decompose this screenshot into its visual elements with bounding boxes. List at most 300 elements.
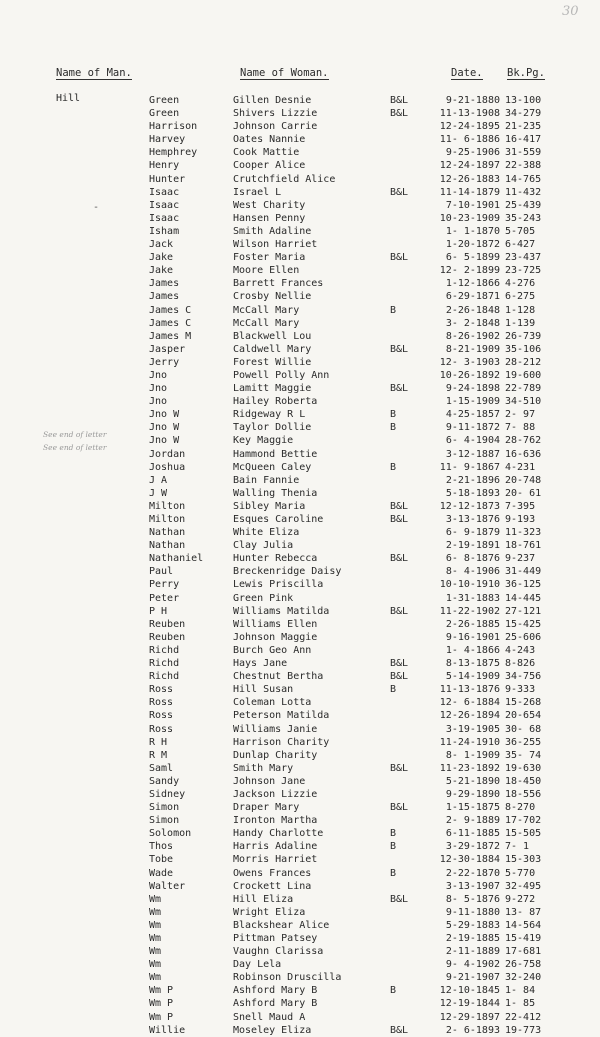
table-row [0, 290, 600, 303]
record-date: 12- 6-1884 [439, 697, 500, 709]
record-book-page: 35-106 [505, 343, 542, 355]
record-date: 2- 6-1893 [445, 1024, 500, 1036]
record-man-first-name: Wm P [149, 998, 174, 1010]
record-man-first-name: Jordan [149, 448, 186, 460]
record-book-page: 9-193 [505, 514, 536, 525]
record-date: 12-24-1897 [439, 160, 500, 172]
table-row [0, 539, 600, 552]
table-row [0, 906, 600, 919]
record-book-page: 8-826 [505, 658, 536, 670]
record-book-page: 4-243 [505, 644, 536, 656]
record-woman-name: Bain Fannie [233, 474, 300, 486]
record-woman-name: Chestnut Bertha [233, 671, 324, 683]
table-row [0, 683, 600, 696]
table-row [0, 330, 600, 343]
record-book-page: 15-303 [505, 854, 542, 866]
record-man-first-name: Green [149, 95, 180, 106]
record-woman-name: Williams Janie [233, 723, 318, 735]
record-woman-name: Day Lela [233, 959, 282, 971]
record-date: 3-19-1905 [445, 723, 500, 735]
record-bond-type: B&L [390, 186, 409, 198]
record-date: 6- 5-1899 [445, 252, 500, 264]
record-man-first-name: Nathaniel [149, 553, 204, 565]
record-woman-name: Owens Frances [233, 867, 312, 879]
header-date: Date. [451, 67, 483, 79]
record-man-first-name: Paul [149, 566, 174, 578]
record-book-page: 19-773 [505, 1024, 542, 1036]
table-row [0, 408, 600, 421]
surname: Hill [56, 93, 81, 104]
record-woman-name: Blackshear Alice [233, 919, 330, 931]
record-book-page: 14-564 [505, 919, 542, 931]
table-row [0, 801, 600, 814]
record-man-first-name: Wm [149, 919, 162, 931]
table-row [0, 932, 600, 945]
record-book-page: 17-681 [505, 946, 542, 958]
record-man-first-name: Wm [149, 972, 162, 984]
record-man-first-name: Walter [149, 880, 186, 892]
record-bond-type: B [390, 409, 397, 421]
record-woman-name: Morris Harriet [233, 854, 318, 866]
record-book-page: 5-705 [505, 225, 536, 237]
record-woman-name: Moseley Eliza [233, 1024, 312, 1036]
record-date: 12-19-1844 [439, 998, 500, 1010]
record-date: 2-19-1891 [445, 540, 500, 552]
record-man-first-name: R H [149, 736, 168, 748]
record-woman-name: Breckenridge Daisy [233, 566, 342, 578]
record-woman-name: Barrett Frances [233, 278, 324, 290]
record-book-page: 6-275 [505, 291, 536, 303]
record-man-first-name: Jasper [149, 343, 186, 355]
table-row [0, 578, 600, 591]
record-man-first-name: Tobe [149, 854, 174, 866]
record-date: 11-23-1892 [439, 762, 500, 774]
record-woman-name: Oates Nannie [233, 134, 306, 146]
record-book-page: 5-770 [505, 867, 536, 879]
record-man-first-name: James C [149, 317, 192, 329]
record-book-page: 18-556 [505, 788, 542, 800]
record-date: 12-29-1897 [439, 1011, 500, 1023]
record-book-page: 9-237 [505, 553, 536, 565]
record-book-page: 20-748 [505, 474, 542, 486]
record-woman-name: Foster Maria [233, 252, 306, 264]
record-date: 1-31-1883 [445, 592, 500, 604]
record-book-page: 15-505 [505, 828, 542, 840]
record-man-first-name: Reuben [149, 631, 186, 643]
table-row [0, 251, 600, 264]
record-man-first-name: James C [149, 304, 192, 316]
table-row [0, 513, 600, 526]
record-bond-type: B&L [390, 514, 409, 525]
record-bond-type: B [390, 841, 397, 853]
margin-dash: - [93, 202, 100, 213]
record-woman-name: Caldwell Mary [233, 343, 312, 355]
record-woman-name: Crutchfield Alice [233, 173, 336, 185]
record-man-first-name: Thos [149, 841, 174, 853]
record-man-first-name: P H [149, 605, 168, 617]
table-row [0, 382, 600, 395]
record-book-page: 23-725 [505, 265, 542, 277]
record-man-first-name: Jno [149, 396, 168, 408]
record-date: 2-26-1848 [445, 304, 500, 316]
record-woman-name: Cook Mattie [233, 147, 300, 159]
record-bond-type: B [390, 828, 397, 840]
record-book-page: 13-100 [505, 95, 542, 106]
record-man-first-name: J A [149, 474, 168, 486]
record-woman-name: Draper Mary [233, 802, 300, 814]
record-bond-type: B&L [390, 1024, 409, 1036]
record-man-first-name: Ross [149, 723, 174, 735]
record-man-first-name: Jno [149, 383, 168, 395]
record-date: 1-12-1866 [445, 278, 500, 290]
record-woman-name: Hill Susan [233, 684, 294, 696]
record-woman-name: Esques Caroline [233, 514, 324, 525]
record-man-first-name: Richd [149, 644, 180, 656]
record-book-page: 1- 85 [505, 998, 536, 1010]
header-name-of-woman: Name of Woman. [240, 67, 329, 79]
table-row [0, 565, 600, 578]
margin-note: See end of letter [43, 443, 107, 452]
record-woman-name: Wilson Harriet [233, 239, 318, 251]
record-woman-name: Powell Polly Ann [233, 369, 330, 381]
record-woman-name: Key Maggie [233, 435, 294, 447]
table-row [0, 133, 600, 146]
record-book-page: 16-636 [505, 448, 542, 460]
table-row [0, 356, 600, 369]
table-row [0, 631, 600, 644]
record-man-first-name: Jno W [149, 435, 180, 447]
record-woman-name: Forest Willie [233, 356, 312, 368]
record-bond-type: B [390, 867, 397, 879]
record-book-page: 36-255 [505, 736, 542, 748]
record-man-first-name: J W [149, 487, 168, 499]
table-row [0, 657, 600, 670]
record-book-page: 16-417 [505, 134, 542, 146]
record-man-first-name: Isaac [149, 186, 180, 198]
table-row [0, 853, 600, 866]
record-man-first-name: Hunter [149, 173, 186, 185]
table-row [0, 173, 600, 186]
record-woman-name: Green Pink [233, 592, 294, 604]
record-date: 12-12-1873 [439, 500, 500, 512]
record-bond-type: B&L [390, 802, 409, 814]
record-woman-name: Hill Eliza [233, 893, 294, 905]
record-woman-name: Coleman Lotta [233, 697, 312, 709]
record-woman-name: Crosby Nellie [233, 291, 312, 303]
record-book-page: 6-427 [505, 239, 536, 251]
record-book-page: 7- 88 [505, 422, 536, 434]
record-man-first-name: James [149, 278, 180, 290]
record-woman-name: Johnson Jane [233, 775, 306, 787]
record-man-first-name: Perry [149, 579, 180, 591]
table-row [0, 880, 600, 893]
record-man-first-name: Harvey [149, 134, 186, 146]
table-row [0, 186, 600, 199]
table-row [0, 945, 600, 958]
record-man-first-name: Henry [149, 160, 180, 172]
table-row [0, 461, 600, 474]
table-row [0, 264, 600, 277]
table-row [0, 984, 600, 997]
record-date: 12-26-1894 [439, 710, 500, 722]
record-bond-type: B&L [390, 252, 409, 264]
record-book-page: 34-279 [505, 108, 542, 120]
record-man-first-name: Jno W [149, 422, 180, 434]
record-man-first-name: R M [149, 749, 168, 761]
record-date: 2-26-1885 [445, 618, 500, 630]
record-man-first-name: Jack [149, 239, 174, 251]
record-book-page: 25-439 [505, 199, 542, 211]
record-date: 3-13-1876 [445, 514, 500, 525]
table-row [0, 867, 600, 880]
record-date: 9-21-1880 [445, 95, 500, 106]
record-man-first-name: Peter [149, 592, 180, 604]
record-woman-name: Blackwell Lou [233, 330, 312, 342]
table-row [0, 762, 600, 775]
table-row [0, 526, 600, 539]
record-man-first-name: Isaac [149, 199, 180, 211]
record-man-first-name: Wm [149, 959, 162, 971]
record-date: 12- 2-1899 [439, 265, 500, 277]
record-man-first-name: Saml [149, 762, 174, 774]
table-row [0, 107, 600, 120]
table-row [0, 605, 600, 618]
record-book-page: 9-272 [505, 893, 536, 905]
table-row [0, 317, 600, 330]
record-book-page: 28-762 [505, 435, 542, 447]
record-date: 9-24-1898 [445, 383, 500, 395]
record-bond-type: B&L [390, 343, 409, 355]
record-woman-name: Hammond Bettie [233, 448, 318, 460]
record-date: 9-11-1880 [445, 906, 500, 918]
record-man-first-name: Richd [149, 658, 180, 670]
record-man-first-name: Wm [149, 893, 162, 905]
record-book-page: 18-450 [505, 775, 542, 787]
record-book-page: 18-761 [505, 540, 542, 552]
record-date: 9-29-1890 [445, 788, 500, 800]
record-woman-name: Gillen Desnie [233, 95, 312, 106]
record-woman-name: Ashford Mary B [233, 985, 318, 997]
record-date: 12-24-1895 [439, 121, 500, 133]
record-woman-name: Ashford Mary B [233, 998, 318, 1010]
table-row [0, 225, 600, 238]
record-book-page: 23-437 [505, 252, 542, 264]
table-row [0, 827, 600, 840]
table-row [0, 670, 600, 683]
record-book-page: 34-510 [505, 396, 542, 408]
table-row [0, 212, 600, 225]
record-book-page: 1-128 [505, 304, 536, 316]
table-row [0, 840, 600, 853]
record-date: 1- 4-1866 [445, 644, 500, 656]
page-number: 30 [562, 4, 579, 19]
record-woman-name: Handy Charlotte [233, 828, 324, 840]
record-book-page: 34-756 [505, 671, 542, 683]
record-book-page: 7- 1 [505, 841, 530, 853]
record-date: 1-15-1875 [445, 802, 500, 814]
table-row [0, 552, 600, 565]
record-bond-type: B&L [390, 500, 409, 512]
record-date: 6- 4-1904 [445, 435, 500, 447]
record-woman-name: Cooper Alice [233, 160, 306, 172]
record-man-first-name: Wm [149, 933, 162, 944]
record-book-page: 22-789 [505, 383, 542, 395]
record-book-page: 35- 74 [505, 749, 542, 761]
record-woman-name: McCall Mary [233, 304, 300, 316]
record-book-page: 1-139 [505, 317, 536, 329]
record-bond-type: B [390, 304, 397, 316]
table-row [0, 709, 600, 722]
record-book-page: 4-276 [505, 278, 536, 290]
record-bond-type: B [390, 985, 397, 997]
table-row [0, 474, 600, 487]
record-date: 2-11-1889 [445, 946, 500, 958]
record-date: 3- 2-1848 [445, 317, 500, 329]
margin-note: See end of letter [43, 430, 107, 439]
record-date: 8-26-1902 [445, 330, 500, 342]
record-man-first-name: Sandy [149, 775, 180, 787]
record-book-page: 31-449 [505, 566, 542, 578]
record-date: 1-20-1872 [445, 239, 500, 251]
record-man-first-name: Jake [149, 252, 174, 264]
record-woman-name: Johnson Maggie [233, 631, 318, 643]
record-book-page: 2- 97 [505, 409, 536, 421]
record-man-first-name: Jerry [149, 356, 180, 368]
record-bond-type: B [390, 422, 397, 434]
record-bond-type: B&L [390, 893, 409, 905]
record-man-first-name: Wade [149, 867, 174, 879]
record-date: 11-13-1876 [439, 684, 500, 696]
record-book-page: 20-654 [505, 710, 542, 722]
record-bond-type: B [390, 684, 397, 696]
record-woman-name: Walling Thenia [233, 487, 318, 499]
record-woman-name: Crockett Lina [233, 880, 312, 892]
record-bond-type: B&L [390, 95, 409, 106]
table-row [0, 238, 600, 251]
record-date: 10-26-1892 [439, 369, 500, 381]
record-bond-type: B&L [390, 108, 409, 120]
record-book-page: 9-333 [505, 684, 536, 696]
record-date: 11-24-1910 [439, 736, 500, 748]
record-bond-type: B&L [390, 658, 409, 670]
record-date: 9-11-1872 [445, 422, 500, 434]
record-date: 6- 9-1879 [445, 527, 500, 539]
table-row [0, 343, 600, 356]
record-woman-name: Clay Julia [233, 540, 294, 552]
record-woman-name: Shivers Lizzie [233, 108, 318, 120]
record-date: 10-23-1909 [439, 212, 500, 224]
record-book-page: 15-419 [505, 933, 542, 944]
record-woman-name: Jackson Lizzie [233, 788, 318, 800]
record-man-first-name: Hemphrey [149, 147, 198, 159]
record-date: 11- 9-1867 [439, 461, 500, 473]
record-bond-type: B&L [390, 671, 409, 683]
table-row [0, 277, 600, 290]
record-date: 4-25-1857 [445, 409, 500, 421]
table-row [0, 749, 600, 762]
table-row [0, 500, 600, 513]
record-book-page: 15-268 [505, 697, 542, 709]
record-book-page: 14-765 [505, 173, 542, 185]
table-row [0, 775, 600, 788]
record-book-page: 27-121 [505, 605, 542, 617]
record-date: 3-29-1872 [445, 841, 500, 853]
record-man-first-name: Ross [149, 710, 174, 722]
record-date: 3-13-1907 [445, 880, 500, 892]
record-woman-name: Peterson Matilda [233, 710, 330, 722]
record-man-first-name: Solomon [149, 828, 192, 840]
record-woman-name: Taylor Dollie [233, 422, 312, 434]
record-date: 2-22-1870 [445, 867, 500, 879]
record-man-first-name: Reuben [149, 618, 186, 630]
record-woman-name: Moore Ellen [233, 265, 300, 277]
record-man-first-name: Green [149, 108, 180, 120]
record-date: 8- 5-1876 [445, 893, 500, 905]
table-row [0, 146, 600, 159]
record-man-first-name: Willie [149, 1024, 186, 1036]
table-row [0, 919, 600, 932]
record-woman-name: Snell Maud A [233, 1011, 306, 1023]
table-row [0, 159, 600, 172]
table-row [0, 997, 600, 1010]
table-row [0, 736, 600, 749]
record-woman-name: Hunter Rebecca [233, 553, 318, 565]
record-date: 8-13-1875 [445, 658, 500, 670]
record-woman-name: Ridgeway R L [233, 409, 306, 421]
header-book-page: Bk.Pg. [507, 67, 545, 79]
table-row [0, 1011, 600, 1024]
record-date: 9-25-1906 [445, 147, 500, 159]
record-man-first-name: Simon [149, 815, 180, 827]
record-man-first-name: Ross [149, 684, 174, 696]
record-man-first-name: Nathan [149, 540, 186, 552]
record-date: 10-10-1910 [439, 579, 500, 591]
record-woman-name: Harris Adaline [233, 841, 318, 853]
record-man-first-name: Harrison [149, 121, 198, 133]
record-man-first-name: Sidney [149, 788, 186, 800]
table-row [0, 369, 600, 382]
record-book-page: 1- 84 [505, 985, 536, 997]
table-row [0, 434, 600, 447]
table-row [0, 644, 600, 657]
column-headers [0, 67, 600, 85]
record-book-page: 22-412 [505, 1011, 542, 1023]
record-woman-name: Hays Jane [233, 658, 288, 670]
record-date: 6- 8-1876 [445, 553, 500, 565]
record-woman-name: White Eliza [233, 527, 300, 539]
record-woman-name: Johnson Carrie [233, 121, 318, 133]
record-date: 11- 6-1886 [439, 134, 500, 146]
table-row [0, 696, 600, 709]
record-woman-name: Dunlap Charity [233, 749, 318, 761]
record-woman-name: Ironton Martha [233, 815, 318, 827]
record-book-page: 8-270 [505, 802, 536, 814]
table-row [0, 618, 600, 631]
record-man-first-name: Wm [149, 906, 162, 918]
record-man-first-name: Wm [149, 946, 162, 958]
record-woman-name: Sibley Maria [233, 500, 306, 512]
table-row [0, 971, 600, 984]
record-man-first-name: Milton [149, 500, 186, 512]
record-man-first-name: Isham [149, 225, 180, 237]
record-date: 11-14-1879 [439, 186, 500, 198]
record-woman-name: Israel L [233, 186, 282, 198]
record-book-page: 32-495 [505, 880, 542, 892]
record-book-page: 35-243 [505, 212, 542, 224]
record-woman-name: Smith Adaline [233, 225, 312, 237]
record-book-page: 11-432 [505, 186, 542, 198]
record-book-page: 28-212 [505, 356, 542, 368]
